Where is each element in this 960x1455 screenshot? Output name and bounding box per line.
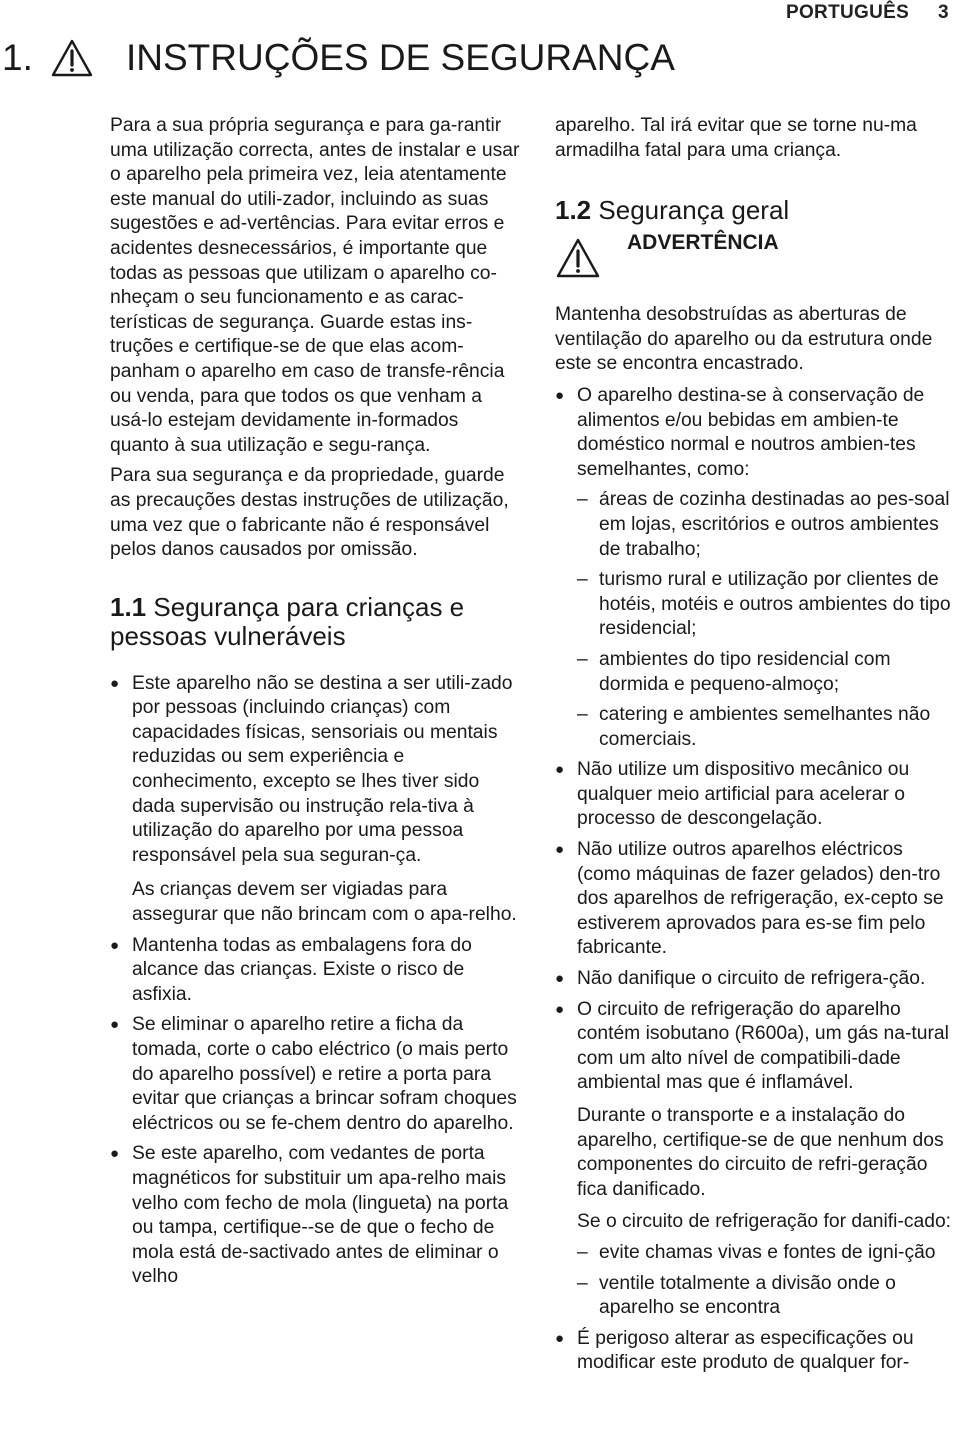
children-safety-list	[110, 672, 520, 1290]
warning-text: Mantenha desobstruídas as aberturas de ventilação do aparelho ou da estrutura onde este se encontra encastrado.	[555, 304, 933, 375]
right-column	[555, 114, 957, 1376]
list-item: ● Não utilize um dispositivo mecânico ou qualquer meio artificial para acelerar o processo de descongelação.	[555, 758, 957, 832]
section-1-2-heading	[555, 196, 957, 225]
sub-list	[577, 488, 957, 752]
list-item-extra: As crianças devem ser vigiadas para assegurar que não brincam com o apa-relho.	[132, 879, 517, 926]
sub-list	[577, 1241, 957, 1321]
list-item: ● Não utilize outros aparelhos eléctricos (como máquinas de fazer gelados) den-tro dos aparelhos de refrigeração, ex-cepto se estiverem aprovados para es-se fim pelo fabricante.	[555, 838, 957, 961]
section-1-1-title: Segurança para crianças e pessoas vulneráveis	[110, 591, 465, 651]
list-item: ● O circuito de refrigeração do aparelho contém isobutano (R600a), um gás na-tural com um alto nível de compatibili-dade ambiental mas que é inflamável. Durante o transporte e a instalação do aparelho, certifique-se de que nenhum dos componentes do circuito de refri-geração fica danificado. Se o circuito de refrigeração for danifi-cado: – evite chamas vivas e fontes de igni-ção – ventile totalmente a divisão onde o aparelho se encontra	[555, 998, 957, 1321]
general-safety-list	[555, 384, 957, 1376]
warning-label: ADVERTÊNCIA	[627, 231, 779, 255]
section-1-1-heading	[110, 593, 520, 651]
left-column	[110, 114, 520, 1290]
warning-box	[555, 231, 957, 279]
list-item: ● É perigoso alterar as especificações ou modificar este produto de qualquer for-	[555, 1327, 957, 1376]
section-1-2-number: 1.2	[555, 195, 592, 226]
page-number: 3	[938, 2, 949, 23]
intro-paragraph-1: Para a sua própria segurança e para ga-rantir uma utilização correcta, antes de instalar e usar o aparelho pela primeira vez, leia atentamente este manual do utili-zador, incluindo as suas sugestões e ad-vertências. Para evitar erros e acidentes desnecessários, é importante que todas as pessoas que utilizam o aparelho co-nheçam o seu funcionamento e as carac-terísticas de segurança. Guarde estas ins-truções e certifique-se de que elas acom-panham o aparelho em caso de transfe-rência ou venda, para que todos os que venham a usá-lo estejam devidamente in-formados quanto à sua utilização e segu-rança.	[110, 115, 520, 456]
sub-list-item: – catering e ambientes semelhantes não comerciais.	[577, 703, 957, 752]
list-item: ● Se este aparelho, com vedantes de porta magnéticos for substituir um apa-relho mais velho com fecho de mola (lingueta) na porta ou tampa, certifique--se de que o fecho de mola está de-sactivado antes de eliminar o velho	[110, 1142, 520, 1290]
sub-list-item: – ventile totalmente a divisão onde o aparelho se encontra	[577, 1272, 957, 1321]
intro-paragraph-2: Para sua segurança e da propriedade, guarde as precauções destas instruções de utilização, uma vez que o fabricante não é responsável pelos danos causados por omissão.	[110, 465, 509, 561]
sub-list-item: – ambientes do tipo residencial com dormida e pequeno-almoço;	[577, 648, 957, 697]
chapter-title: INSTRUÇÕES DE SEGURANÇA	[126, 37, 675, 78]
chapter-heading	[2, 32, 675, 84]
list-item: ● Não danifique o circuito de refrigera-ção.	[555, 967, 957, 992]
continuation-text: aparelho. Tal irá evitar que se torne nu-ma armadilha fatal para uma criança.	[555, 115, 917, 161]
sub-list-item: – turismo rural e utilização por clientes de hotéis, motéis e outros ambientes do tipo residencial;	[577, 568, 957, 642]
list-item: ● Se eliminar o aparelho retire a ficha da tomada, corte o cabo eléctrico (o mais perto do aparelho possível) e retire a porta para evitar que crianças a brincar sofram choques eléctricos ou se fe-chem dentro do aparelho.	[110, 1013, 520, 1136]
header-language: PORTUGUÊS	[786, 2, 910, 23]
warning-triangle-icon	[555, 237, 601, 279]
chapter-number: 1.	[2, 37, 33, 78]
sub-list-item: – áreas de cozinha destinadas ao pes-soal em lojas, escritórios e outros ambientes de trabalho;	[577, 488, 957, 562]
section-1-1-number: 1.1	[110, 591, 147, 622]
section-1-2-title: Segurança geral	[598, 195, 790, 226]
warning-triangle-icon	[50, 38, 94, 78]
list-item: ● O aparelho destina-se à conservação de alimentos e/ou bebidas em ambien-te doméstico normal e noutros ambien-tes semelhantes, como: – áreas de cozinha destinadas ao pes-soal em lojas, escritórios e outros ambientes de trabalho; – turismo rural e utilização por clientes de hotéis, motéis e outros ambientes do tipo residencial; – ambientes do tipo residencial com dormida e pequeno-almoço; – catering e ambientes semelhantes não comerciais.	[555, 384, 957, 752]
sub-list-item: – evite chamas vivas e fontes de igni-ção	[577, 1241, 957, 1266]
list-item: ● Mantenha todas as embalagens fora do alcance das crianças. Existe o risco de asfixia.	[110, 934, 520, 1008]
list-item: ● Este aparelho não se destina a ser utili-zado por pessoas (incluindo crianças) com capacidades físicas, sensoriais ou mentais reduzidas ou sem experiência e conhecimento, excepto se lhes tiver sido dada supervisão ou instrução rela-tiva à utilização do aparelho por uma pessoa responsável pela sua seguran-ça. As crianças devem ser vigiadas para assegurar que não brincam com o apa-relho.	[110, 672, 520, 928]
